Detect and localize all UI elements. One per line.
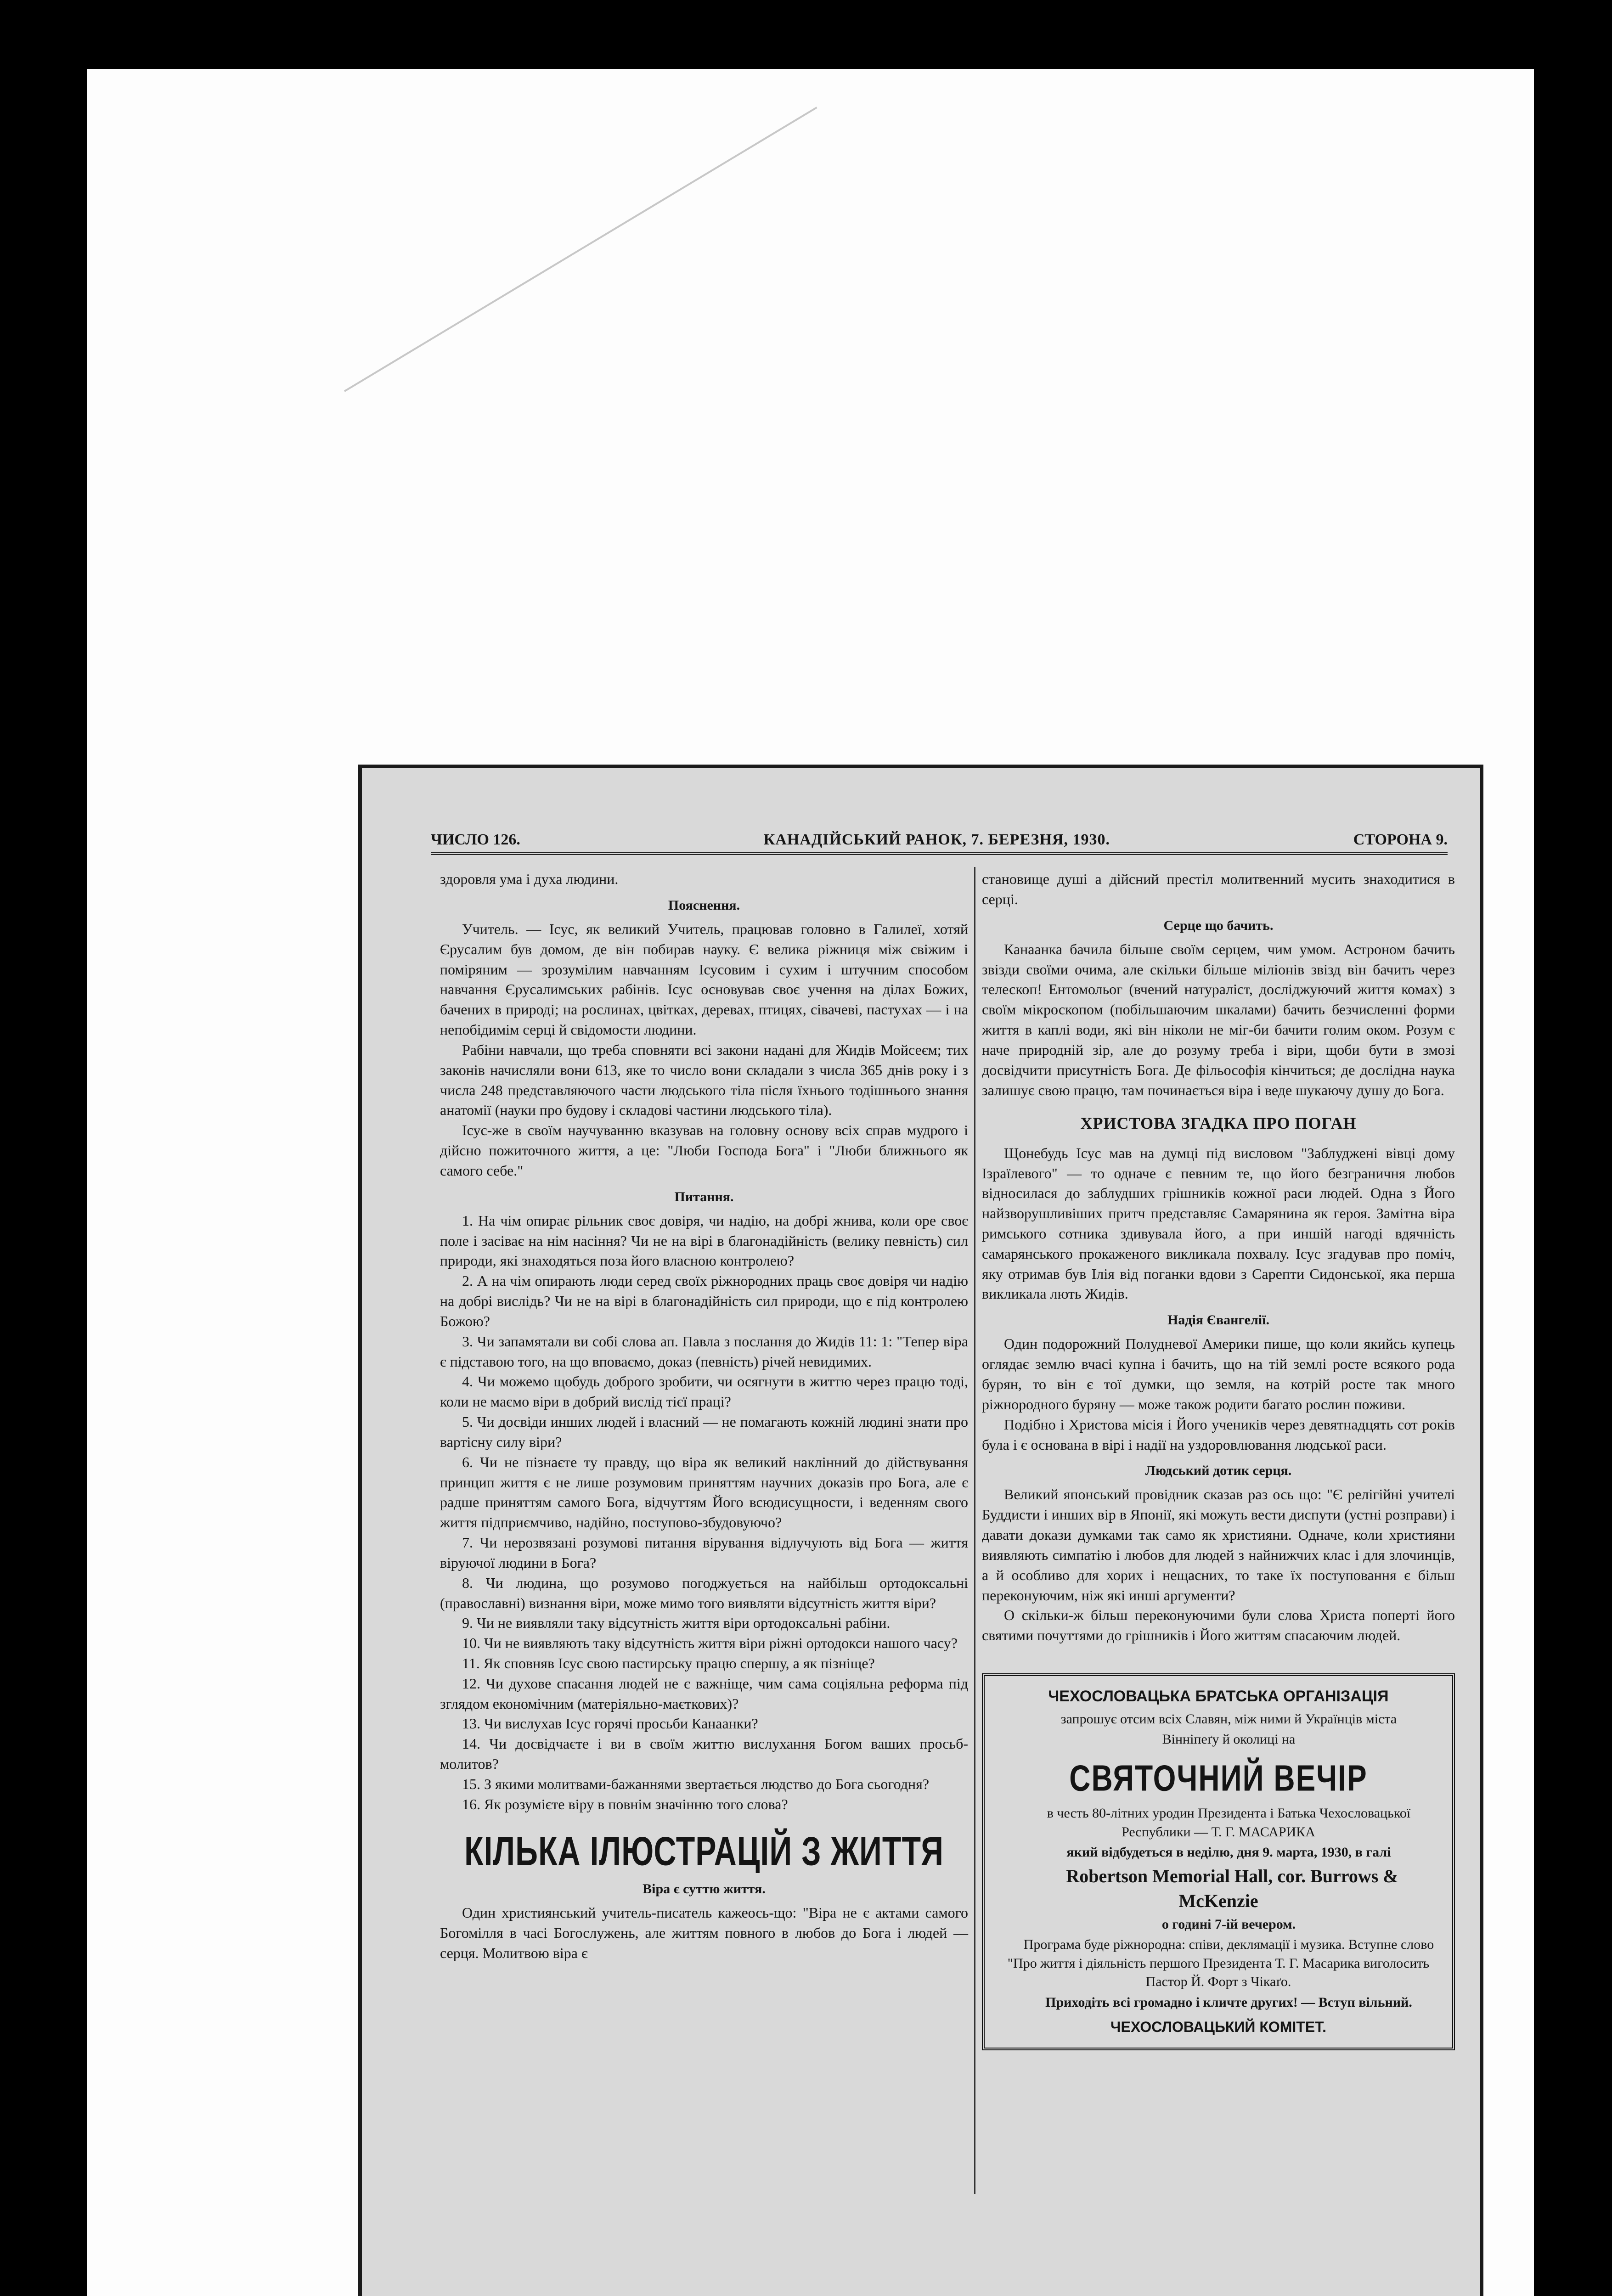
ad-line: який відбудеться в неділю, дня 9. марта, 1930, в галі [1066,1845,1391,1860]
paragraph: Великий японський провідник сказав раз ось що: "Є релігійні учителі Буддисти і инших вір в Японії, які можуть вести диспути (устні розправи) і давати докази думками так само як християни. Одначе, коли християни виявляють симпатію і любов для людей з найнижчих клас і для злочинців, а й особливо для хорих і нещасних, то таке їх поступовання є більш переконуючим, ніж які инші аргументи? [982,1486,1455,1604]
ad-line: запрошує отсим всіх Славян, між ними й Українців міста [1060,1711,1397,1727]
paragraph: Щонебудь Ісус мав на думці під висловом "Заблуджені вівці дому Ізраїлевого" — то одначе є певним те, що його безграничня любов відносилася до заблудших грішників кожної раси людей. Одна з Його найзворушливіших притч представляє Самарянина як героя. Замітна віра римського сотника здивувала його, а при иншій нагоді вдячність самарянського прокаженого викликала похвалу. Ісус згадував про поміч, яку отримав був Ілія від поганки вдови з Сарепти Сидонської, яка перша викликала лють Жидів. [982,1144,1455,1302]
question: 6. Чи не пізнаєте ту правду, що віра як великий наклінний до дійствування принцип життя є не лише розумовим приняттям научних доказів про Бога, але є радше приняттям самого Бога, відчуттям Його всюдисущности, і веденням свого життя підприємчиво, надійно, поступово-збудовуючо? [440,1453,968,1531]
question: 3. Чи запамятали ви собі слова ап. Павла з послання до Жидів 11: 1: "Тепер віра є підставою того, на що вповаємо, доказ (певність) річей невидимих. [440,1333,968,1370]
ad-signature: ЧЕХОСЛОВАЦЬКИЙ КОМІТЕТ. [1110,2019,1326,2036]
paragraph: О скільки-ж більш переконуючими були слова Христа поперті його святими почуттями до грішників і Його життям спасаючим людей. [982,1607,1455,1644]
ad-hall: Robertson Memorial Hall, cor. Burrows & McKenzie [1066,1865,1398,1911]
question: 14. Чи досвідчаєте і ви в своїм життю вислухання Богом ваших просьб-молитов? [440,1735,968,1773]
paragraph: здоровля ума і духа людини. [440,871,619,887]
paragraph: Ісус-же в своїм научуванню вказував на головну основу всіх справ мудрого і дійсно пожиточного життя, а це: "Люби Господа Бога" і "Люби ближнього як самого себе." [440,1122,968,1179]
question: 10. Чи не виявляють таку відсутність життя віри ріжні ортодокси нашого часу? [462,1635,958,1652]
film-frame [87,69,1534,2296]
section-heading: Пояснення. [668,897,740,913]
newspaper-page [358,765,1483,2296]
paragraph: Канаанка бачила більше своїм серцем, чим умом. Астроном бачить звізди своїми очима, але скільки більше міліонів звізд він бачить через телескоп! Ентомольог (вчений натураліст, досліджуючий життя комах) з своїм мікроскопом (побільшаючим шкалами) бачить безчисленні форми життя в каплі води, які він ніколи не міг-би бачити голим оком. Розум є наче природній зір, але до розуму треба і віри, щоби бути в змозі досвідчити присутність Бога. Де фільософія кінчиться; де дослідна наука залишує свою працю, там починається віра і веде шукаючу душу до Бога. [982,940,1455,1098]
section-heading: Питання. [674,1189,734,1204]
page-number: СТОРОНА 9. [1353,831,1448,848]
section-heading: Серце що бачить. [1163,917,1274,933]
ad-time: о годині 7-ій вечером. [1161,1916,1296,1932]
illustrations-banner: КІЛЬКА ІЛЮСТРАЦІЙ З ЖИТТЯ [464,1829,944,1874]
ad-event-title: СВЯТОЧНИЙ ВЕЧІР [1069,1757,1368,1799]
question: 8. Чи людина, що розумово погоджується на найбільш ортодоксальні (православні) визнання віри, може мимо того виявляти відсутність життя віри? [440,1574,968,1611]
right-column [982,869,1455,2050]
paragraph: Подібно і Христова місія і Його учеників через девятнадцять сот років була і є основана в вірі і надії на уздоровлювання людської раси. [982,1416,1455,1453]
section-heading: Людський дотик серця. [1145,1463,1292,1479]
paragraph: становище душі а дійсний престіл молитвенний мусить знаходитися в серці. [982,871,1455,907]
paragraph: Один християнський учитель-писатель кажеось-що: "Віра не є актами самого Богомілля в часі Богослужень, але життям повного в любов до Бога і людей — серця. Молитвою віра є [440,1904,968,1961]
question: 11. Як сповняв Ісус свою пастирську працю спершу, а як пізніще? [462,1655,875,1671]
section-heading: ХРИСТОВА ЗГАДКА ПРО ПОГАН [1080,1114,1357,1133]
section-heading: Надія Євангелії. [1167,1312,1269,1328]
paragraph: Один подорожний Полудневої Америки пише, що коли якийсь купець оглядає землю вчасі купна і бачить, що на тій землі росте всякого рода бурян, то він є тої думки, що земля, на котрій росте так много ріжнородного буряну — може також родити багато рослин поживи. [982,1335,1455,1412]
question: 5. Чи досвіди инших людей і власний — не помагають кожній людині знати про вартісну силу віри? [440,1413,968,1450]
masthead: КАНАДІЙСЬКИЙ РАНОК, 7. БЕРЕЗНЯ, 1930. [763,831,1110,848]
question: 4. Чи можемо щобудь доброго зробити, чи осягнути в життю через працю тоді, коли не маємо віри в добрий вислід тієї праці? [440,1373,968,1410]
issue-number: ЧИСЛО 126. [431,831,520,848]
question: 13. Чи вислухав Ісус горячі просьби Канаанки? [462,1715,758,1732]
ad-line: в честь 80-літних уродин Президента і Батька Чехословацької Республики — Т. Г. МАСАРИКА [1047,1806,1411,1840]
question: 15. З якими молитвами-бажаннями звертається людство до Бога сьогодня? [462,1775,930,1792]
question: 1. На чім опирає рільник своє довіря, чи надію, на добрі жнива, коли оре своє поле і засіває на нім насіння? Чи не на вірі в благонадійність (велику певність) сил природи, які знаходяться поза його власною контролею? [440,1212,968,1269]
left-column [440,869,968,1963]
column-divider [974,867,975,2194]
page-header [431,826,1448,855]
ad-line: Програма буде ріжнородна: співи, деклямації і музика. Вступне слово "Про життя і діяльність першого Президента Т. Г. Масарика виголосить Пастор Й. Форт з Чікаґо. [1007,1937,1434,1990]
question: 2. А на чім опирають люди серед своїх ріжнородних праць своє довіря чи надію на добрі вислідь? Чи не на вірі в благонадійність сил природи, що є під контролею Божою? [440,1272,968,1329]
paragraph: Учитель. — Ісус, як великий Учитель, працював головно в Галилеї, хотяй Єрусалим був домом, де він побирав науку. Є велика ріжниця між свіжим і поміряним — зрозумілим навчанням Ісусовим і сухим і штучним способом навчання Єрусалимських рабінів. Ісус основував своє учення на ділах Божих, бачених в природі; на рослинах, цвітках, деревах, птицях, сівачеві, пастухах — і на непобідимім серці й свідомости людини. [440,920,968,1038]
ad-line: Приходіть всі громадно і кличте других! — Вступ вільний. [1045,1994,1412,2010]
question: 12. Чи духове спасання людей не є важніще, чим сама соціяльна реформа під зглядом економічним (матеріяльно-маєткових)? [440,1675,968,1712]
section-heading: Віра є суттю життя. [643,1881,766,1896]
event-advertisement [982,1673,1455,2050]
ad-organization: ЧЕХОСЛОВАЦЬКА БРАТСЬКА ОРГАНІЗАЦІЯ [1048,1688,1389,1705]
ad-line: Вінніпеґу й околиці на [1162,1732,1296,1747]
question: 9. Чи не виявляли таку відсутність життя віри ортодоксальні рабіни. [462,1615,891,1632]
question: 16. Як розумієте віру в повнім значінню того слова? [462,1795,788,1812]
question: 7. Чи нерозвязані розумові питання вірування відлучують від Бога — життя віруючої людини в Бога? [440,1534,968,1571]
film-scratch [344,107,817,392]
paragraph: Рабіни навчали, що треба сповняти всі закони надані для Жидів Мойсеєм; тих законів начисляли вони 613, яке то число вони складали з числа 365 днів року і з числа 248 представляючого части людського тіла після їхнього тодішнього знання анатомії (науки про будову і складові частини людського тіла). [440,1041,968,1119]
